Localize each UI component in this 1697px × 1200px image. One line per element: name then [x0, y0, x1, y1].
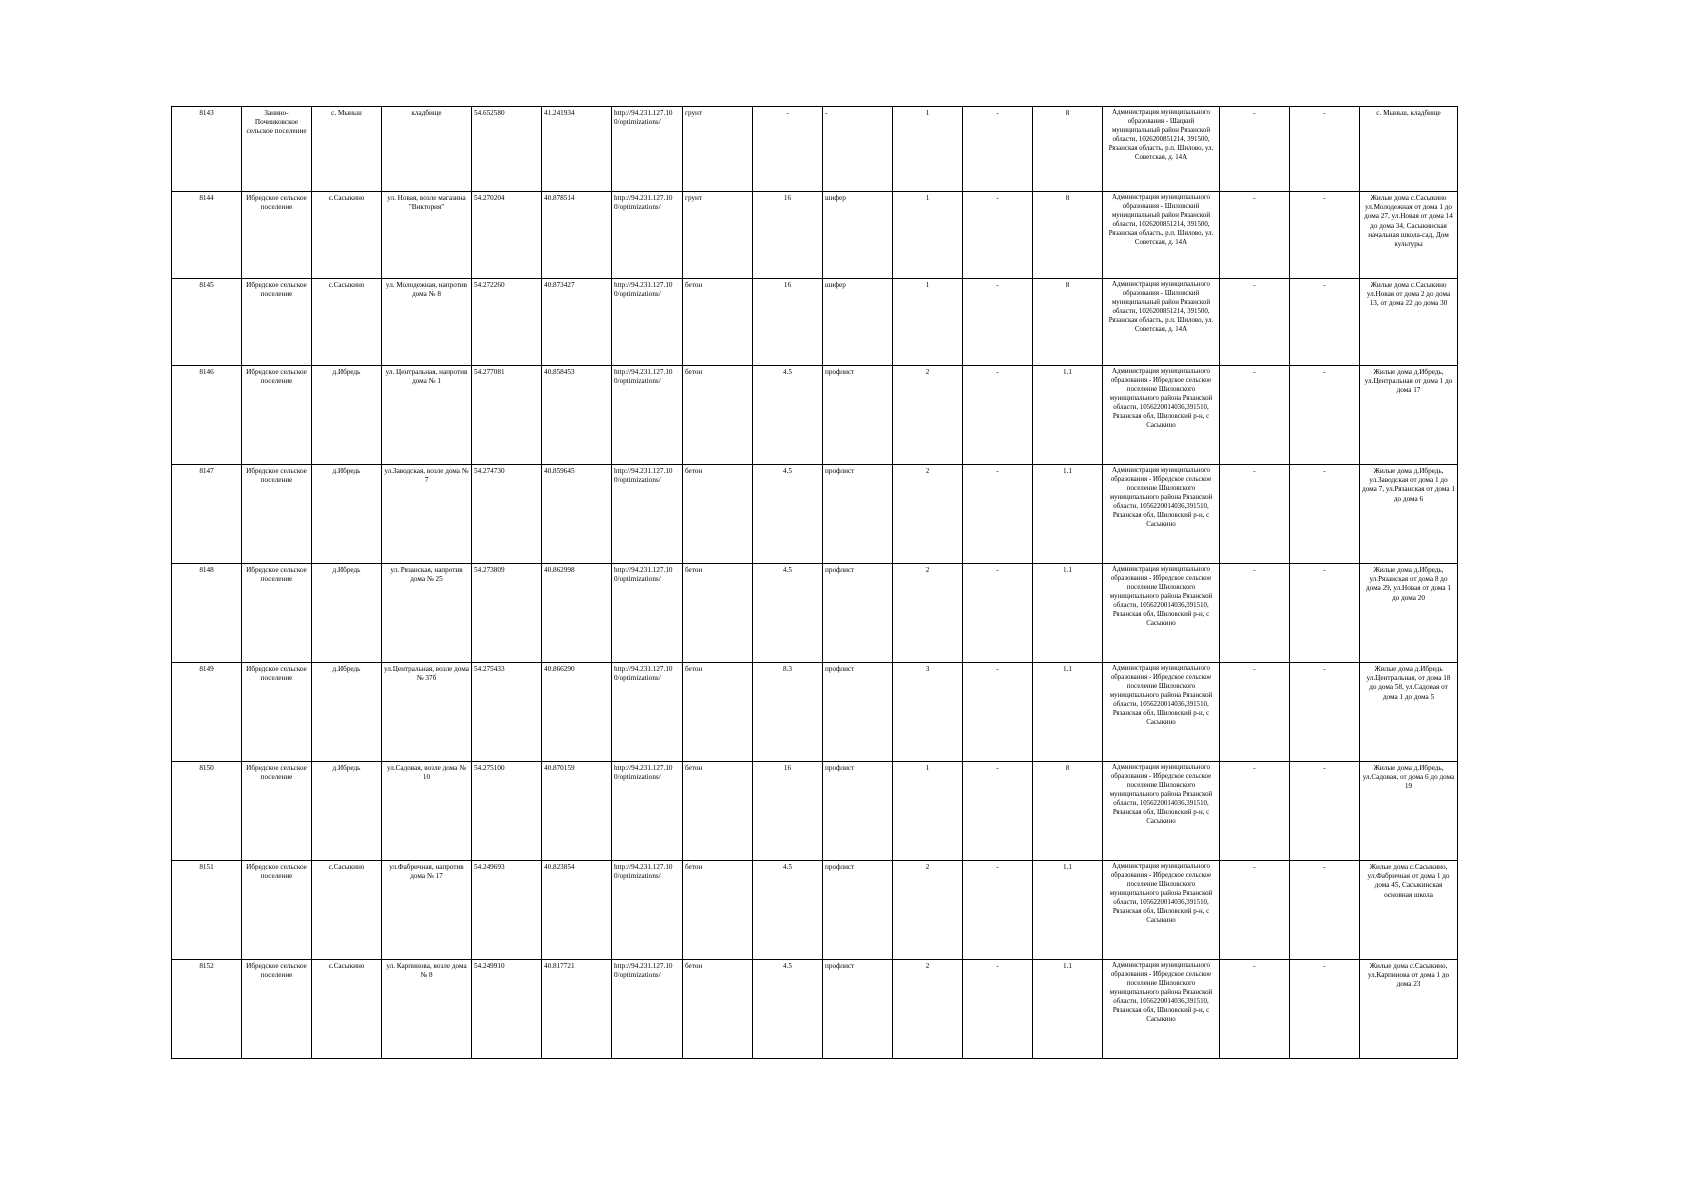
fence-material-cell: шифер [823, 279, 893, 366]
settlement-cell: Ибредское сельское поселение [242, 762, 312, 861]
locality-cell: с.Сасыкино [312, 960, 382, 1059]
latitude-cell: 54.270204 [472, 192, 542, 279]
map-url-cell: http://94.231.127.10 0/optimizations/ [612, 465, 683, 564]
waste-sources-cell: Жилые дома с.Сасыкино ул.Молодежная от дома 1 до дома 27, ул.Новая от дома 14 до дома 34, Сасыкинская начальная школа-сад, Дом культуры [1360, 192, 1458, 279]
extra-cell-15: - [1220, 465, 1290, 564]
address-cell: ул. Карпинова, возле дома № 8 [382, 960, 472, 1059]
table-row [172, 366, 1458, 465]
map-url-cell: http://94.231.127.10 0/optimizations/ [612, 762, 683, 861]
longitude-cell: 40.870159 [542, 762, 612, 861]
area-cell: 4.5 [753, 861, 823, 960]
container-volume-cell: 1.1 [1033, 861, 1103, 960]
surface-type-cell: бетон [683, 366, 753, 465]
owner-cell: Администрация муниципального образования - Ибредское сельское поселение Шиловского муниципального района Рязанской области, 1056220014036,391510, Рязанская обл, Шиловский р-н, с Сасыкино [1103, 960, 1220, 1059]
address-cell: ул.Заводская, возле дома № 7 [382, 465, 472, 564]
area-cell: 4.5 [753, 465, 823, 564]
container-volume-cell: 8 [1033, 762, 1103, 861]
latitude-cell: 54.275100 [472, 762, 542, 861]
row-number: 8146 [172, 366, 242, 465]
fence-material-cell: профлист [823, 960, 893, 1059]
longitude-cell: 40.862998 [542, 564, 612, 663]
owner-cell: Администрация муниципального образования - Ибредское сельское поселение Шиловского муниципального района Рязанской области, 1056220014036,391510, Рязанская обл, Шиловский р-н, с Сасыкино [1103, 762, 1220, 861]
owner-cell: Администрация муниципального образования - Шацкий муниципальный район Рязанской области, 1026200851214, 391500, Рязанская область, р.п. Шилово, ул. Советская, д. 14А [1103, 107, 1220, 192]
longitude-cell: 40.858453 [542, 366, 612, 465]
row-number: 8145 [172, 279, 242, 366]
planned-containers-cell: - [963, 107, 1033, 192]
locality-cell: с.Сасыкино [312, 192, 382, 279]
longitude-cell: 40.878514 [542, 192, 612, 279]
waste-sources-cell: Жилые дома с.Сасыкино, ул.Фабричная от дома 1 до дома 45, Сасыкинская основная школа [1360, 861, 1458, 960]
latitude-cell: 54.277081 [472, 366, 542, 465]
waste-sources-cell: с. Мыньш, кладбище [1360, 107, 1458, 192]
surface-type-cell: грунт [683, 192, 753, 279]
owner-cell: Администрация муниципального образования - Ибредское сельское поселение Шиловского муниципального района Рязанской области, 1056220014036,391510, Рязанская обл, Шиловский р-н, с Сасыкино [1103, 861, 1220, 960]
surface-type-cell: бетон [683, 762, 753, 861]
settlement-cell: Ибредское сельское поселение [242, 861, 312, 960]
surface-type-cell: бетон [683, 564, 753, 663]
map-url-cell: http://94.231.127.10 0/optimizations/ [612, 279, 683, 366]
extra-cell-16: - [1290, 279, 1360, 366]
map-url-cell: http://94.231.127.10 0/optimizations/ [612, 960, 683, 1059]
latitude-cell: 54.652580 [472, 107, 542, 192]
table-row [172, 107, 1458, 192]
settlement-cell: Ибредское сельское поселение [242, 366, 312, 465]
container-volume-cell: 8 [1033, 279, 1103, 366]
table-row [172, 960, 1458, 1059]
planned-containers-cell: - [963, 861, 1033, 960]
extra-cell-16: - [1290, 960, 1360, 1059]
extra-cell-15: - [1220, 564, 1290, 663]
containers-count-cell: 2 [893, 960, 963, 1059]
planned-containers-cell: - [963, 564, 1033, 663]
extra-cell-15: - [1220, 366, 1290, 465]
longitude-cell: 40.859645 [542, 465, 612, 564]
container-volume-cell: 1.1 [1033, 564, 1103, 663]
latitude-cell: 54.273809 [472, 564, 542, 663]
containers-count-cell: 2 [893, 465, 963, 564]
latitude-cell: 54.274730 [472, 465, 542, 564]
containers-count-cell: 3 [893, 663, 963, 762]
address-cell: ул.Центральная, возле дома № 37б [382, 663, 472, 762]
container-volume-cell: 1.1 [1033, 366, 1103, 465]
planned-containers-cell: - [963, 960, 1033, 1059]
locality-cell: с. Мыньш [312, 107, 382, 192]
planned-containers-cell: - [963, 366, 1033, 465]
row-number: 8147 [172, 465, 242, 564]
settlement-cell: Ибредское сельское поселение [242, 279, 312, 366]
waste-sources-cell: Жилые дома д.Ибредь ул.Центральная, от дома 18 до дома 58, ул.Садовая от дома 1 до дома 5 [1360, 663, 1458, 762]
locality-cell: с.Сасыкино [312, 279, 382, 366]
fence-material-cell: шифер [823, 192, 893, 279]
address-cell: ул.Фабричная, напротив дома № 17 [382, 861, 472, 960]
address-cell: ул. Рязанская, напротив дома № 25 [382, 564, 472, 663]
locality-cell: д.Ибредь [312, 663, 382, 762]
surface-type-cell: бетон [683, 960, 753, 1059]
locality-cell: д.Ибредь [312, 366, 382, 465]
settlement-cell: Занино-Починковское сельское поселение [242, 107, 312, 192]
table-row [172, 279, 1458, 366]
planned-containers-cell: - [963, 192, 1033, 279]
settlement-cell: Ибредское сельское поселение [242, 465, 312, 564]
planned-containers-cell: - [963, 279, 1033, 366]
locality-cell: д.Ибредь [312, 762, 382, 861]
longitude-cell: 40.873427 [542, 279, 612, 366]
locality-cell: с.Сасыкино [312, 861, 382, 960]
longitude-cell: 40.823854 [542, 861, 612, 960]
locality-cell: д.Ибредь [312, 465, 382, 564]
longitude-cell: 40.817721 [542, 960, 612, 1059]
waste-sources-cell: Жилые дома д.Ибредь, ул.Заводская от дома 1 до дома 7, ул.Рязанская от дома 1 до дома 6 [1360, 465, 1458, 564]
area-cell: 4.5 [753, 564, 823, 663]
area-cell: 16 [753, 192, 823, 279]
row-number: 8149 [172, 663, 242, 762]
extra-cell-15: - [1220, 663, 1290, 762]
address-cell: ул.Садовая, возле дома № 10 [382, 762, 472, 861]
address-cell: кладбище [382, 107, 472, 192]
map-url-cell: http://94.231.127.10 0/optimizations/ [612, 107, 683, 192]
latitude-cell: 54.275433 [472, 663, 542, 762]
latitude-cell: 54.249910 [472, 960, 542, 1059]
owner-cell: Администрация муниципального образования - Ибредское сельское поселение Шиловского муниципального района Рязанской области, 1056220014036,391510, Рязанская обл, Шиловский р-н, с Сасыкино [1103, 366, 1220, 465]
settlement-cell: Ибредское сельское поселение [242, 564, 312, 663]
row-number: 8151 [172, 861, 242, 960]
latitude-cell: 54.249693 [472, 861, 542, 960]
settlement-cell: Ибредское сельское поселение [242, 663, 312, 762]
planned-containers-cell: - [963, 465, 1033, 564]
containers-count-cell: 1 [893, 192, 963, 279]
row-number: 8150 [172, 762, 242, 861]
extra-cell-15: - [1220, 192, 1290, 279]
surface-type-cell: бетон [683, 861, 753, 960]
map-url-cell: http://94.231.127.10 0/optimizations/ [612, 366, 683, 465]
address-cell: ул. Молодежная, напротив дома № 8 [382, 279, 472, 366]
fence-material-cell: профлист [823, 762, 893, 861]
table-row [172, 861, 1458, 960]
owner-cell: Администрация муниципального образования - Шиловский муниципальный район Рязанской области, 1026200851214, 391500, Рязанская область, р.п. Шилово, ул. Советская, д. 14А [1103, 279, 1220, 366]
surface-type-cell: бетон [683, 663, 753, 762]
container-volume-cell: 8 [1033, 192, 1103, 279]
row-number: 8143 [172, 107, 242, 192]
container-volume-cell: 8 [1033, 107, 1103, 192]
row-number: 8144 [172, 192, 242, 279]
table-row [172, 192, 1458, 279]
extra-cell-15: - [1220, 762, 1290, 861]
table-row [172, 465, 1458, 564]
waste-sites-table [171, 106, 1458, 1059]
planned-containers-cell: - [963, 762, 1033, 861]
containers-count-cell: 2 [893, 366, 963, 465]
map-url-cell: http://94.231.127.10 0/optimizations/ [612, 861, 683, 960]
extra-cell-15: - [1220, 279, 1290, 366]
extra-cell-16: - [1290, 762, 1360, 861]
area-cell: 16 [753, 762, 823, 861]
containers-count-cell: 1 [893, 107, 963, 192]
area-cell: 16 [753, 279, 823, 366]
area-cell: 4.5 [753, 960, 823, 1059]
locality-cell: д.Ибредь [312, 564, 382, 663]
area-cell: - [753, 107, 823, 192]
owner-cell: Администрация муниципального образования - Ибредское сельское поселение Шиловского муниципального района Рязанской области, 1056220014036,391510, Рязанская обл, Шиловский р-н, с Сасыкино [1103, 465, 1220, 564]
area-cell: 4.5 [753, 366, 823, 465]
extra-cell-15: - [1220, 960, 1290, 1059]
containers-count-cell: 2 [893, 861, 963, 960]
row-number: 8152 [172, 960, 242, 1059]
fence-material-cell: - [823, 107, 893, 192]
surface-type-cell: бетон [683, 279, 753, 366]
owner-cell: Администрация муниципального образования - Шиловский муниципальный район Рязанской области, 1026200851214, 391500, Рязанская область, р.п. Шилово, ул. Советская, д. 14А [1103, 192, 1220, 279]
latitude-cell: 54.272260 [472, 279, 542, 366]
fence-material-cell: профлист [823, 366, 893, 465]
table-row [172, 564, 1458, 663]
extra-cell-16: - [1290, 861, 1360, 960]
map-url-cell: http://94.231.127.10 0/optimizations/ [612, 663, 683, 762]
containers-count-cell: 2 [893, 564, 963, 663]
waste-sources-cell: Жилые дома д.Ибредь, ул.Рязанская от дома 8 до дома 29, ул.Новая от дома 1 до дома 20 [1360, 564, 1458, 663]
address-cell: ул. Новая, возле магазина "Виктория" [382, 192, 472, 279]
waste-sources-cell: Жилые дома д.Ибредь, ул.Центральная от дома 1 до дома 17 [1360, 366, 1458, 465]
planned-containers-cell: - [963, 663, 1033, 762]
owner-cell: Администрация муниципального образования - Ибредское сельское поселение Шиловского муниципального района Рязанской области, 1056220014036,391510, Рязанская обл, Шиловский р-н, с Сасыкино [1103, 564, 1220, 663]
surface-type-cell: грунт [683, 107, 753, 192]
extra-cell-16: - [1290, 564, 1360, 663]
surface-type-cell: бетон [683, 465, 753, 564]
container-volume-cell: 1.1 [1033, 960, 1103, 1059]
extra-cell-16: - [1290, 107, 1360, 192]
fence-material-cell: профлист [823, 663, 893, 762]
table-row [172, 663, 1458, 762]
extra-cell-15: - [1220, 861, 1290, 960]
longitude-cell: 41.241934 [542, 107, 612, 192]
waste-sources-cell: Жилые дома с.Сасыкино ул.Новая от дома 2 до дома 13, от дома 22 до дома 30 [1360, 279, 1458, 366]
container-volume-cell: 1.1 [1033, 465, 1103, 564]
area-cell: 8.3 [753, 663, 823, 762]
settlement-cell: Ибредское сельское поселение [242, 960, 312, 1059]
fence-material-cell: профлист [823, 465, 893, 564]
settlement-cell: Ибредское сельское поселение [242, 192, 312, 279]
containers-count-cell: 1 [893, 279, 963, 366]
owner-cell: Администрация муниципального образования - Ибредское сельское поселение Шиловского муниципального района Рязанской области, 1056220014036,391510, Рязанская обл, Шиловский р-н, с Сасыкино [1103, 663, 1220, 762]
map-url-cell: http://94.231.127.10 0/optimizations/ [612, 564, 683, 663]
container-volume-cell: 1.1 [1033, 663, 1103, 762]
map-url-cell: http://94.231.127.10 0/optimizations/ [612, 192, 683, 279]
row-number: 8148 [172, 564, 242, 663]
fence-material-cell: профлист [823, 564, 893, 663]
extra-cell-16: - [1290, 366, 1360, 465]
address-cell: ул. Центральная, напротив дома № 1 [382, 366, 472, 465]
extra-cell-15: - [1220, 107, 1290, 192]
extra-cell-16: - [1290, 465, 1360, 564]
fence-material-cell: профлист [823, 861, 893, 960]
table-row [172, 762, 1458, 861]
extra-cell-16: - [1290, 192, 1360, 279]
waste-sources-cell: Жилые дома д.Ибредь, ул.Садовая, от дома 6 до дома 19 [1360, 762, 1458, 861]
extra-cell-16: - [1290, 663, 1360, 762]
waste-sources-cell: Жилые дома с.Сасыкино, ул.Карпинова от дома 1 до дома 23 [1360, 960, 1458, 1059]
containers-count-cell: 1 [893, 762, 963, 861]
longitude-cell: 40.866290 [542, 663, 612, 762]
